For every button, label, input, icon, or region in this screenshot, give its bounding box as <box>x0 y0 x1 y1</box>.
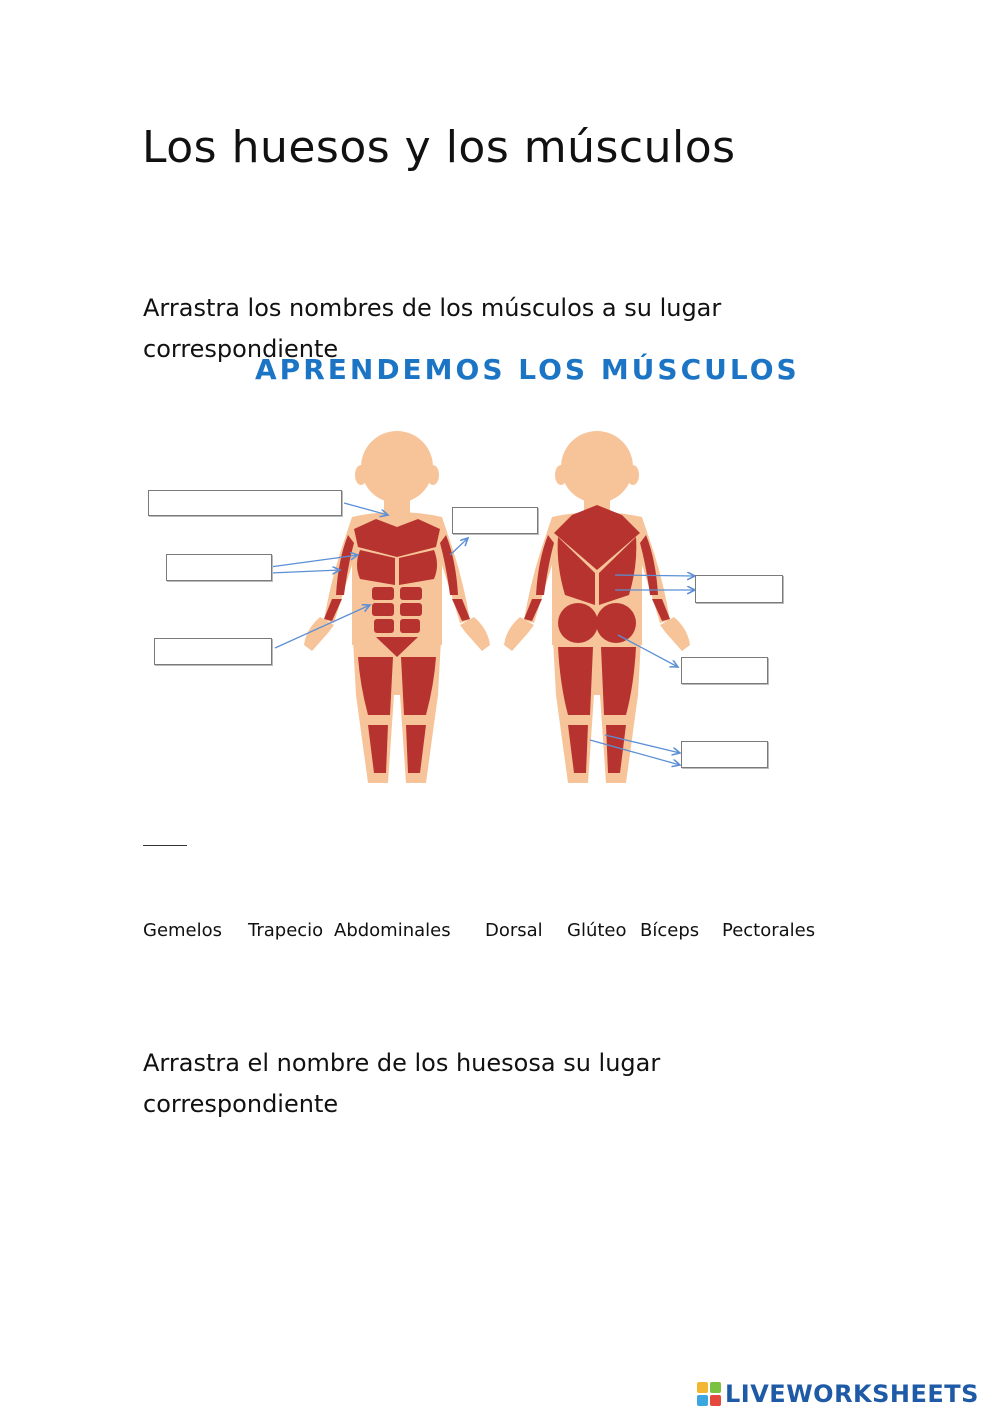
figure-banner-text: APRENDEMOS LOS MÚSCULOS <box>255 353 800 386</box>
drop-target-6[interactable] <box>681 657 768 684</box>
divider-line <box>143 845 187 846</box>
word-biceps[interactable]: Bíceps <box>640 920 700 941</box>
bones-instruction: Arrastra el nombre de los huesosa su lugar correspondiente <box>143 1049 661 1118</box>
page-title: Los huesos y los músculos <box>142 122 736 173</box>
drop-target-1[interactable] <box>148 490 342 516</box>
word-dorsal[interactable]: Dorsal <box>485 920 543 941</box>
word-abdominales[interactable]: Abdominales <box>334 920 451 941</box>
word-pectorales[interactable]: Pectorales <box>722 920 816 941</box>
muscles-instruction: Arrastra los nombres de los músculos a su lugar correspondiente <box>143 294 722 363</box>
drop-target-5[interactable] <box>695 575 783 603</box>
back-body-figure <box>504 431 690 783</box>
drop-target-7[interactable] <box>681 741 768 768</box>
drop-target-4[interactable] <box>452 507 538 534</box>
logo-text: LIVEWORKSHEETS <box>725 1380 979 1408</box>
word-gemelos[interactable]: Gemelos <box>143 920 223 941</box>
logo-icon <box>697 1382 721 1406</box>
drop-target-2[interactable] <box>166 554 272 581</box>
drop-target-3[interactable] <box>154 638 272 665</box>
liveworksheets-logo <box>697 1377 979 1411</box>
front-body-figure <box>304 431 490 783</box>
muscle-diagram <box>120 395 840 795</box>
word-trapecio[interactable]: Trapecio <box>248 920 324 941</box>
word-gluteo[interactable]: Glúteo <box>567 920 627 941</box>
figure-banner <box>255 353 800 394</box>
